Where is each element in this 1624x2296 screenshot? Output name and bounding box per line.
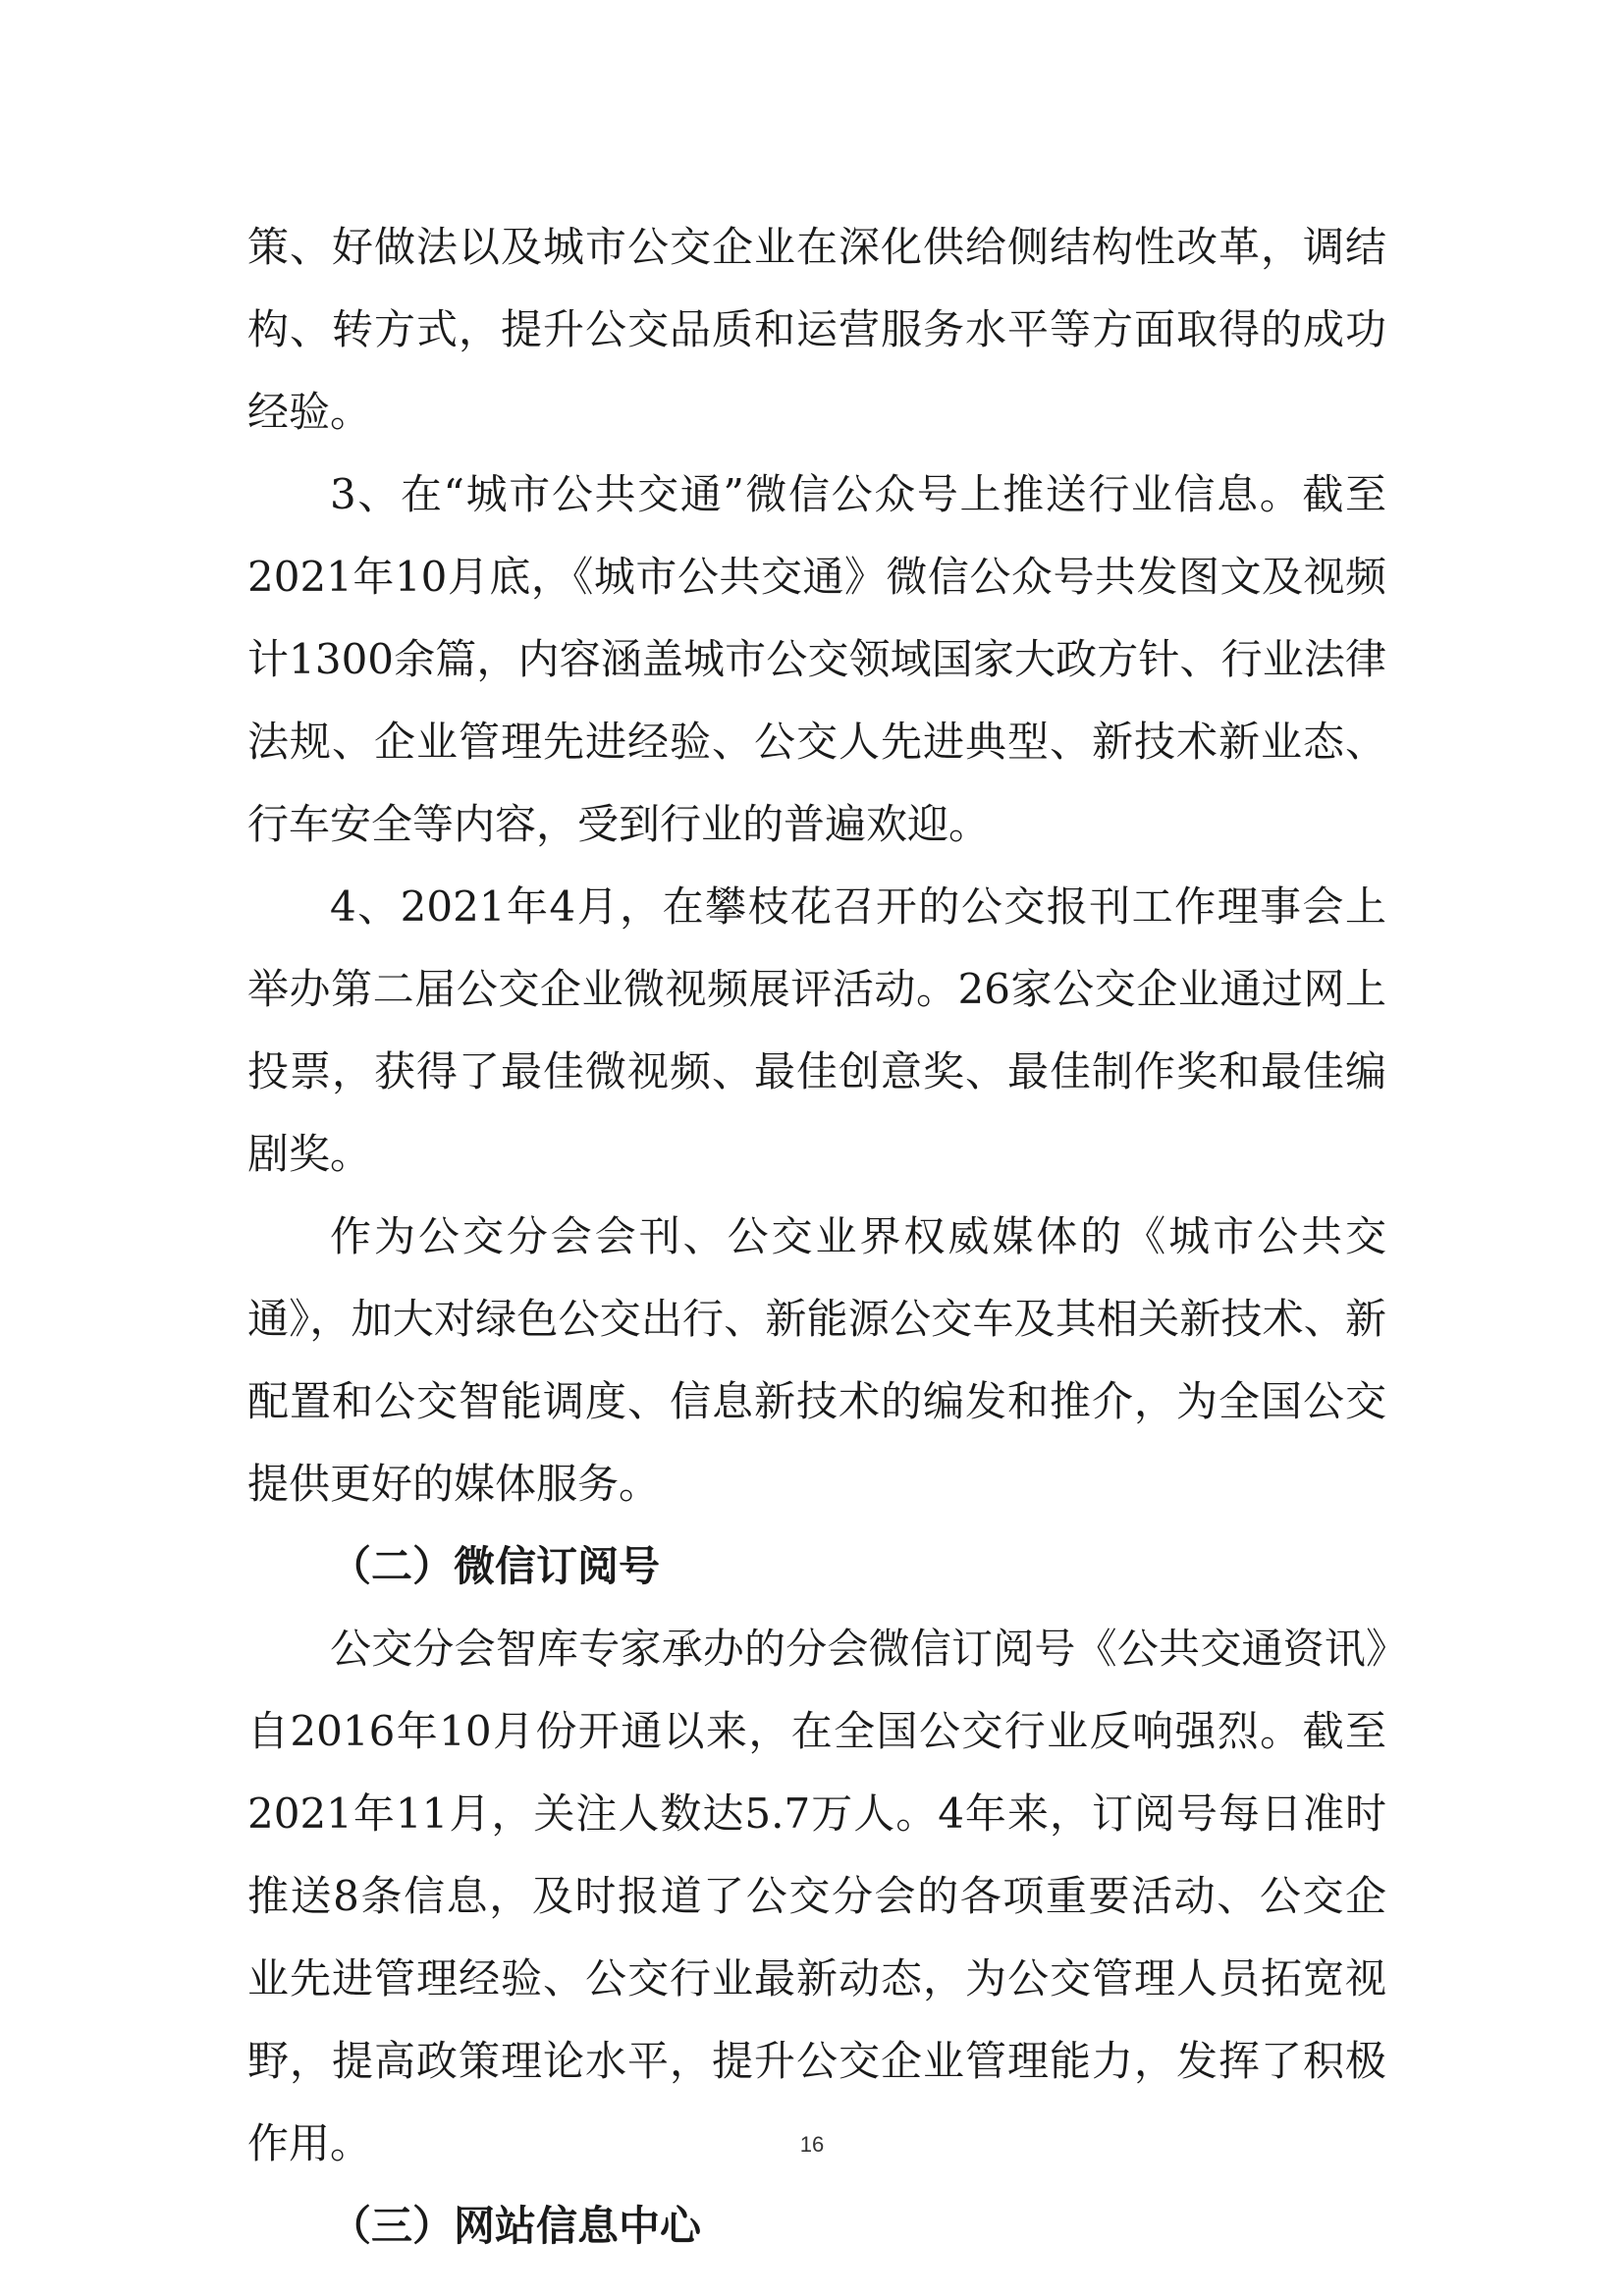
paragraph-item-4: 4、2021年4月，在攀枝花召开的公交报刊工作理事会上举办第二届公交企业微视频展评活动。26家公交企业通过网上投票，获得了最佳微视频、最佳创意奖、最佳制作奖和最佳编剧奖。 [247,882,1386,1178]
paragraph-wechat: 公交分会智库专家承办的分会微信订阅号《公共交通资讯》自2016年10月份开通以来，在全国公交行业反响强烈。截至2021年11月，关注人数达5.7万人。4年来，订阅号每日准时推送8条信息，及时报道了公交分会的各项重要活动、公交企业先进管理经验、公交行业最新动态，为公交管理人员拓宽视野，提高政策理论水平，提升公交企业管理能力，发挥了积极作用。 [247,1625,1386,2167]
page-number: 16 [799,2132,825,2157]
body-text [247,206,1386,2268]
paragraph-continued: 策、好做法以及城市公交企业在深化供给侧结构性改革，调结构、转方式，提升公交品质和运营服务水平等方面取得的成功经验。 [247,223,1386,436]
heading-website-info-center: （三）网站信息中心 [330,2202,702,2250]
paragraph-summary: 作为公交分会会刊、公交业界权威媒体的《城市公共交通》，加大对绿色公交出行、新能源公交车及其相关新技术、新配置和公交智能调度、信息新技术的编发和推介，为全国公交提供更好的媒体服务。 [247,1212,1386,1508]
paragraph-item-3: 3、在“城市公共交通”微信公众号上推送行业信息。截至2021年10月底，《城市公共交通》微信公众号共发图文及视频计1300余篇，内容涵盖城市公交领域国家大政方针、行业法律法规、企业管理先进经验、公交人先进典型、新技术新业态、行车安全等内容，受到行业的普遍欢迎。 [247,470,1386,848]
heading-wechat-subscription: （二）微信订阅号 [330,1542,661,1590]
